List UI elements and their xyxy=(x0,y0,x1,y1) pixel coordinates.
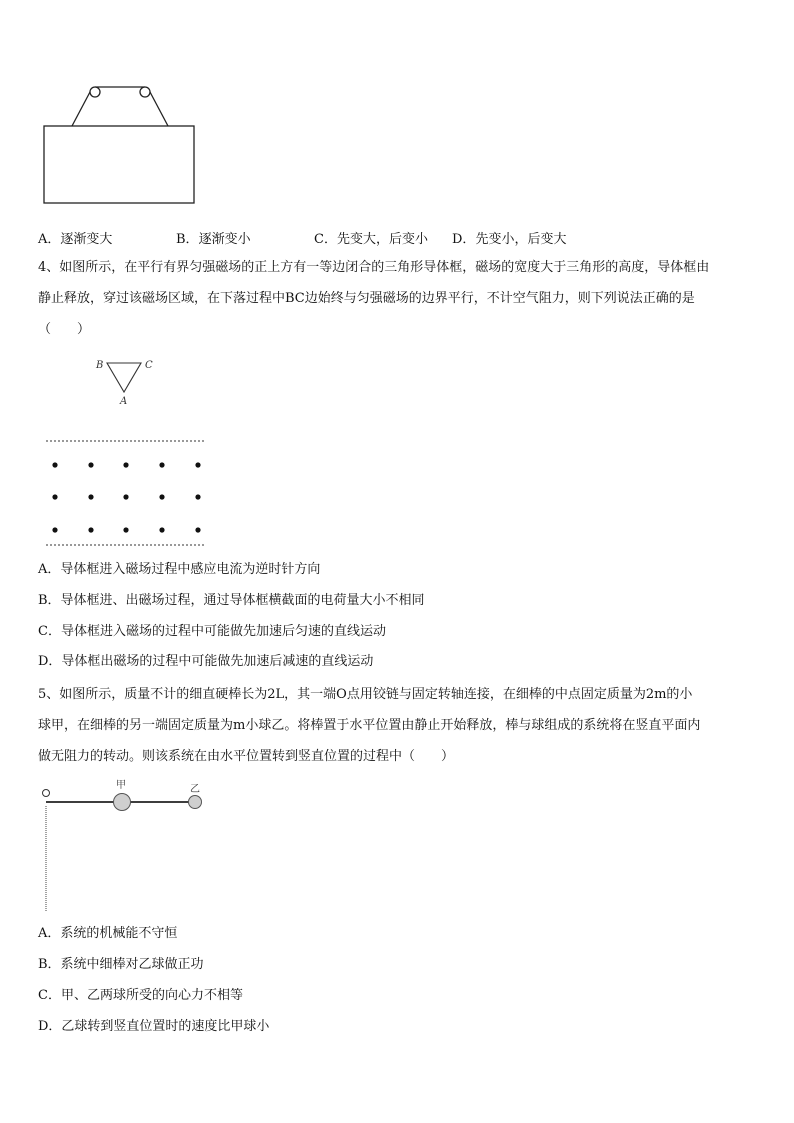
q5-option-a: A．系统的机械能不守恒 xyxy=(38,926,178,941)
q5-stem-line2: 球甲，在细棒的另一端固定质量为m小球乙。将棒置于水平位置由静止开始释放，棒与球组成的系统将在竖直平面内 xyxy=(38,718,701,733)
option-text: 逐渐变小 xyxy=(198,232,251,247)
q4-option-b: B．导体框进、出磁场过程，通过导体框横截面的电荷量大小不相同 xyxy=(38,593,425,608)
ball-jia xyxy=(114,794,131,811)
label-a: A xyxy=(120,396,128,407)
option-letter: A． xyxy=(38,232,61,247)
q5-option-d: D．乙球转到竖直位置时的速度比甲球小 xyxy=(38,1019,270,1034)
q5-stem-line1: 5、如图所示，质量不计的细直硬棒长为2L，其一端O点用铰链与固定转轴连接，在细棒的中点固定质量为2m的小 xyxy=(38,687,693,702)
option-letter: C． xyxy=(314,232,337,247)
q4-stem-line1: 4、如图所示，在平行有界匀强磁场的正上方有一等边闭合的三角形导体框，磁场的宽度大于三角形的高度，导体框由 xyxy=(38,260,710,275)
label-jia: 甲 xyxy=(116,780,126,791)
q4-option-a: A．导体框进入磁场过程中感应电流为逆时针方向 xyxy=(38,562,321,577)
label-yi: 乙 xyxy=(190,784,200,795)
label-c: C xyxy=(145,360,153,371)
ball-yi xyxy=(189,796,202,809)
q4-stem-line3: （ ） xyxy=(38,322,91,337)
option-letter: D． xyxy=(452,232,476,247)
option-text: 先变大，后变小 xyxy=(336,232,428,247)
pivot-o xyxy=(43,790,50,797)
q5-stem-line3: 做无阻力的转动。则该系统在由水平位置转到竖直位置的过程中（ ） xyxy=(38,749,455,764)
label-b: B xyxy=(96,360,104,371)
option-text: 先变小，后变大 xyxy=(475,232,567,247)
q4-option-d: D．导体框出磁场的过程中可能做先加速后减速的直线运动 xyxy=(38,654,374,669)
q5-option-c: C．甲、乙两球所受的向心力不相等 xyxy=(38,988,243,1003)
q4-stem-line2: 静止释放，穿过该磁场区域，在下落过程中BC边始终与匀强磁场的边界平行，不计空气阻力，则下列说法正确的是 xyxy=(38,291,695,306)
q4-option-c: C．导体框进入磁场的过程中可能做先加速后匀速的直线运动 xyxy=(38,624,386,639)
option-text: 逐渐变大 xyxy=(60,232,113,247)
q5-option-b: B．系统中细棒对乙球做正功 xyxy=(38,957,204,972)
option-letter: B． xyxy=(176,232,199,247)
